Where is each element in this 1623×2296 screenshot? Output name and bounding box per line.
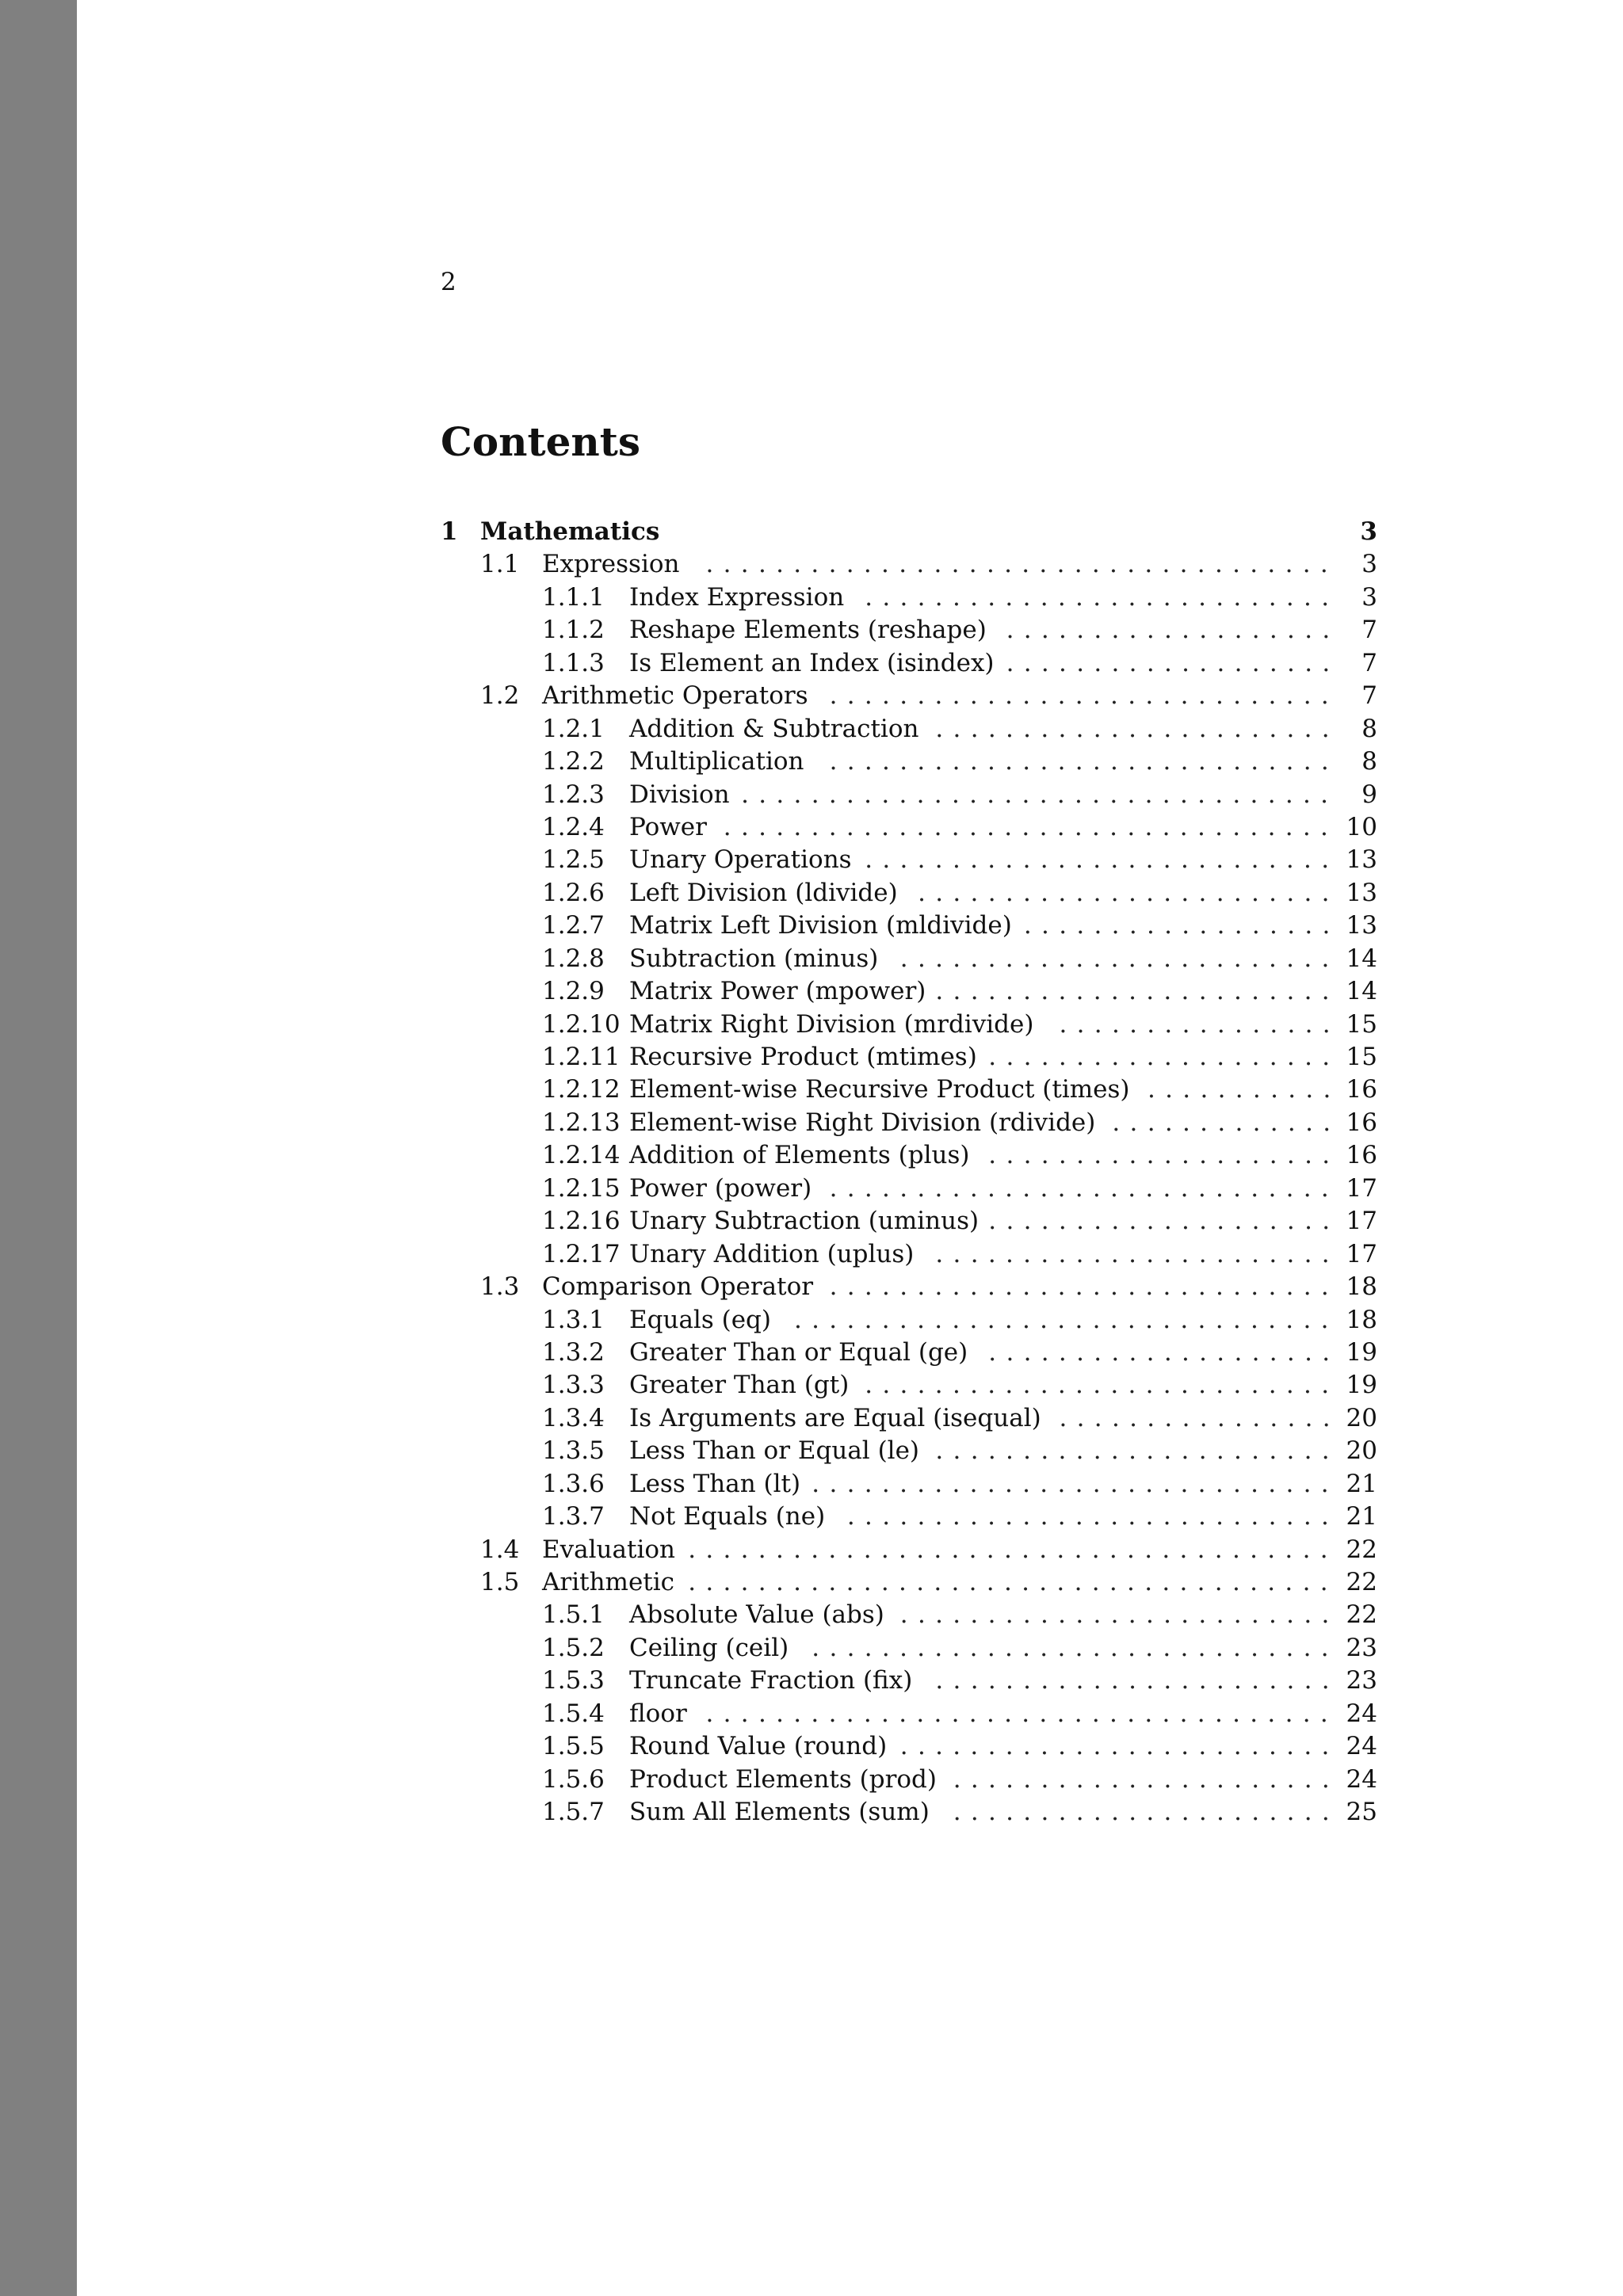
toc-entry-page: 13 bbox=[1346, 911, 1377, 940]
dot-leader: ................... bbox=[1006, 648, 1340, 677]
dot-leader: ..................................... bbox=[688, 1568, 1338, 1596]
toc-entry-title: Index Expression bbox=[629, 582, 845, 612]
dot-leader: ........................... bbox=[865, 1371, 1339, 1400]
dot-leader: ........................... bbox=[865, 845, 1339, 875]
dot-leader: ............................. bbox=[829, 1173, 1339, 1203]
toc-entry-title: Greater Than (gt) bbox=[629, 1371, 850, 1400]
toc-entry-number: 1.5.6 bbox=[542, 1764, 605, 1794]
toc-entry-number: 1.2.12 bbox=[542, 1075, 621, 1104]
toc-entry-title: Sum All Elements (sum) bbox=[629, 1798, 930, 1827]
toc-subsection-entry[interactable] bbox=[441, 943, 1377, 975]
toc-entry-number: 1.2.14 bbox=[542, 1141, 621, 1170]
dot-leader: ......................... bbox=[899, 1732, 1339, 1761]
toc-entry-number: 1.2.2 bbox=[542, 747, 605, 776]
toc-entry-title: Addition & Subtraction bbox=[629, 714, 919, 743]
toc-entry-page: 19 bbox=[1346, 1371, 1377, 1400]
toc-entry-page: 8 bbox=[1361, 714, 1377, 743]
toc-subsection-entry[interactable] bbox=[441, 1402, 1377, 1435]
toc-entry-page: 14 bbox=[1346, 977, 1377, 1006]
toc-entry-title: Multiplication bbox=[629, 747, 804, 776]
toc-entry-page: 14 bbox=[1346, 944, 1377, 973]
toc-entry-title: floor bbox=[629, 1699, 687, 1728]
toc-entry-page: 23 bbox=[1346, 1633, 1377, 1662]
toc-subsection-entry[interactable] bbox=[441, 1698, 1377, 1730]
toc-entry-title: Recursive Product (mtimes) bbox=[629, 1043, 977, 1071]
toc-entry-page: 16 bbox=[1346, 1075, 1377, 1104]
dot-leader: ..................................... bbox=[688, 1535, 1338, 1564]
dot-leader: .................................... bbox=[705, 1699, 1338, 1728]
dot-leader: ........................... bbox=[865, 582, 1339, 612]
toc-subsection-entry[interactable] bbox=[441, 582, 1377, 614]
toc-subsection-entry[interactable] bbox=[441, 811, 1377, 844]
toc-entry-number: 1.2.9 bbox=[542, 977, 605, 1006]
toc-entry-number: 1.2.17 bbox=[542, 1239, 621, 1268]
toc-entry-page: 13 bbox=[1346, 878, 1377, 907]
dot-leader: ............. bbox=[1112, 1108, 1341, 1137]
toc-entry-title: Left Division (ldivide) bbox=[629, 878, 898, 907]
dot-leader: .................... bbox=[988, 1043, 1340, 1071]
toc-entry-page: 25 bbox=[1346, 1798, 1377, 1827]
toc-entry-title: Evaluation bbox=[542, 1535, 675, 1564]
dot-leader: ................ bbox=[1059, 1009, 1340, 1039]
toc-entry-number: 1.1.1 bbox=[542, 582, 605, 612]
toc-entry-title: Power bbox=[629, 812, 707, 841]
toc-subsection-entry[interactable] bbox=[441, 1369, 1377, 1402]
toc-entry-number: 1.3 bbox=[480, 1272, 520, 1302]
toc-section-entry[interactable] bbox=[441, 548, 1377, 581]
toc-entry-number: 1.5.1 bbox=[542, 1600, 605, 1630]
toc-subsection-entry[interactable] bbox=[441, 1238, 1377, 1271]
toc-subsection-entry[interactable] bbox=[441, 1468, 1377, 1501]
toc-entry-title: Division bbox=[629, 780, 730, 809]
toc-entry-page: 10 bbox=[1346, 812, 1377, 841]
dot-leader: .................... bbox=[988, 1207, 1340, 1236]
toc-entry-page: 21 bbox=[1346, 1502, 1377, 1531]
toc-entry-page: 18 bbox=[1346, 1305, 1377, 1334]
toc-entry-page: 17 bbox=[1346, 1239, 1377, 1268]
toc-entry-number: 1.2.11 bbox=[542, 1043, 621, 1071]
toc-entry-page: 9 bbox=[1361, 780, 1377, 809]
dot-leader: ................................... bbox=[723, 812, 1338, 841]
toc-entry-title: Is Arguments are Equal (isequal) bbox=[629, 1403, 1041, 1432]
toc-entry-title: Matrix Left Division (mldivide) bbox=[629, 911, 1012, 940]
toc-entry-number: 1.1.2 bbox=[542, 616, 605, 645]
toc-subsection-entry[interactable] bbox=[441, 746, 1377, 778]
toc-subsection-entry[interactable] bbox=[441, 1501, 1377, 1533]
toc-entry-title: Arithmetic Operators bbox=[542, 681, 808, 711]
toc-entry-title: Product Elements (prod) bbox=[629, 1764, 937, 1794]
toc-entry-page: 17 bbox=[1346, 1207, 1377, 1236]
toc-entry-title: Arithmetic bbox=[542, 1568, 675, 1596]
toc-subsection-entry[interactable] bbox=[441, 1304, 1377, 1337]
toc-entry-title: Unary Operations bbox=[629, 845, 852, 875]
dot-leader: ....................... bbox=[935, 714, 1339, 743]
toc-subsection-entry[interactable] bbox=[441, 1074, 1377, 1106]
toc-section-entry[interactable] bbox=[441, 1534, 1377, 1566]
toc-subsection-entry[interactable] bbox=[441, 779, 1377, 811]
toc-entry-number: 1.5.2 bbox=[542, 1633, 605, 1662]
toc-entry-title: Absolute Value (abs) bbox=[629, 1600, 884, 1630]
toc-entry-page: 24 bbox=[1346, 1699, 1377, 1728]
toc-entry-title: Unary Addition (uplus) bbox=[629, 1239, 915, 1268]
toc-entry-title: Truncate Fraction (fix) bbox=[629, 1666, 913, 1695]
toc-entry-page: 19 bbox=[1346, 1337, 1377, 1367]
toc-subsection-entry[interactable] bbox=[441, 1009, 1377, 1041]
dot-leader: ............................. bbox=[829, 1272, 1339, 1302]
toc-subsection-entry[interactable] bbox=[441, 1139, 1377, 1172]
toc-entry-page: 7 bbox=[1361, 616, 1377, 645]
toc-subsection-entry[interactable] bbox=[441, 1041, 1377, 1074]
toc-section-entry[interactable] bbox=[441, 1566, 1377, 1599]
toc-entry-page: 17 bbox=[1346, 1173, 1377, 1203]
toc-entry-page: 21 bbox=[1346, 1469, 1377, 1498]
toc-entry-number: 1.3.2 bbox=[542, 1337, 605, 1367]
toc-entry-number: 1.2.8 bbox=[542, 944, 605, 973]
toc-entry-number: 1.2.1 bbox=[542, 714, 605, 743]
dot-leader: ...................... bbox=[953, 1798, 1340, 1827]
toc-entry-title: Is Element an Index (isindex) bbox=[629, 648, 995, 677]
dot-leader: ............................. bbox=[829, 747, 1339, 776]
toc-entry-number: 1.2.6 bbox=[542, 878, 605, 907]
toc-entry-number: 1.2.4 bbox=[542, 812, 605, 841]
toc-entry-title: Subtraction (minus) bbox=[629, 944, 879, 973]
toc-entry-number: 1.3.4 bbox=[542, 1403, 605, 1432]
toc-subsection-entry[interactable] bbox=[441, 1337, 1377, 1369]
toc-entry-title: Matrix Right Division (mrdivide) bbox=[629, 1009, 1034, 1039]
toc-entry-number: 1.2.10 bbox=[542, 1009, 621, 1039]
toc-entry-number: 1.5.5 bbox=[542, 1732, 605, 1761]
toc-entry-page: 7 bbox=[1361, 681, 1377, 711]
toc-entry-number: 1.2.3 bbox=[542, 780, 605, 809]
toc-entry-page: 15 bbox=[1346, 1009, 1377, 1039]
toc-entry-number: 1.2.7 bbox=[542, 911, 605, 940]
toc-subsection-entry[interactable] bbox=[441, 844, 1377, 876]
toc-entry-title: Comparison Operator bbox=[542, 1272, 814, 1302]
toc-subsection-entry[interactable] bbox=[441, 614, 1377, 646]
toc-section-entry[interactable] bbox=[441, 680, 1377, 712]
toc-entry-number: 1.3.5 bbox=[542, 1436, 605, 1466]
dot-leader: ................... bbox=[1006, 616, 1340, 645]
toc-entry-number: 1.2.15 bbox=[542, 1173, 621, 1203]
dot-leader: .................... bbox=[988, 1141, 1340, 1170]
toc-entry-title: Element-wise Recursive Product (times) bbox=[629, 1075, 1130, 1104]
toc-entry-number: 1.3.7 bbox=[542, 1502, 605, 1531]
toc-entry-number: 1.2.5 bbox=[542, 845, 605, 875]
toc-entry-number: 1.3.3 bbox=[542, 1371, 605, 1400]
toc-entry-title: Less Than or Equal (le) bbox=[629, 1436, 920, 1466]
toc-entry-number: 1.3.6 bbox=[542, 1469, 605, 1498]
left-margin-bar bbox=[0, 0, 77, 2296]
toc-entry-page: 3 bbox=[1360, 517, 1377, 546]
toc-entry-page: 8 bbox=[1361, 747, 1377, 776]
toc-subsection-entry[interactable] bbox=[441, 877, 1377, 910]
toc-entry-page: 16 bbox=[1346, 1108, 1377, 1137]
toc-entry-title: Addition of Elements (plus) bbox=[629, 1141, 970, 1170]
dot-leader: .............................. bbox=[812, 1469, 1338, 1498]
dot-leader: ......................... bbox=[899, 1600, 1339, 1630]
table-of-contents bbox=[441, 516, 1377, 1829]
toc-entry-title: Matrix Power (mpower) bbox=[629, 977, 926, 1006]
toc-entry-page: 23 bbox=[1346, 1666, 1377, 1695]
toc-heading: Contents bbox=[441, 418, 641, 465]
toc-entry-number: 1.5.4 bbox=[542, 1699, 605, 1728]
dot-leader: ........... bbox=[1148, 1075, 1341, 1104]
toc-subsection-entry[interactable] bbox=[441, 647, 1377, 680]
toc-entry-title: Power (power) bbox=[629, 1173, 812, 1203]
toc-subsection-entry[interactable] bbox=[441, 1764, 1377, 1796]
toc-chapter-entry[interactable] bbox=[441, 516, 1377, 548]
toc-subsection-entry[interactable] bbox=[441, 975, 1377, 1008]
toc-entry-number: 1.1 bbox=[480, 550, 520, 579]
toc-entry-title: Unary Subtraction (uminus) bbox=[629, 1207, 980, 1236]
toc-entry-title: Round Value (round) bbox=[629, 1732, 888, 1761]
dot-leader: .................. bbox=[1023, 911, 1340, 940]
toc-entry-page: 20 bbox=[1346, 1436, 1377, 1466]
dot-leader: .............................. bbox=[812, 1633, 1338, 1662]
dot-leader: ............................... bbox=[794, 1305, 1338, 1334]
toc-subsection-entry[interactable] bbox=[441, 1730, 1377, 1763]
toc-entry-page: 18 bbox=[1346, 1272, 1377, 1302]
toc-entry-title: Element-wise Right Division (rdivide) bbox=[629, 1108, 1096, 1137]
dot-leader: .................................. bbox=[741, 780, 1338, 809]
toc-entry-title: Not Equals (ne) bbox=[629, 1502, 826, 1531]
toc-entry-number: 1.2 bbox=[480, 681, 520, 711]
toc-entry-number: 1.4 bbox=[480, 1535, 520, 1564]
toc-subsection-entry[interactable] bbox=[441, 1665, 1377, 1697]
toc-entry-page: 16 bbox=[1346, 1141, 1377, 1170]
toc-entry-page: 22 bbox=[1346, 1535, 1377, 1564]
toc-section-entry[interactable] bbox=[441, 1271, 1377, 1303]
dot-leader: ................ bbox=[1059, 1403, 1340, 1432]
toc-subsection-entry[interactable] bbox=[441, 1107, 1377, 1139]
dot-leader: ....................... bbox=[935, 1436, 1339, 1466]
toc-subsection-entry[interactable] bbox=[441, 1632, 1377, 1665]
toc-subsection-entry[interactable] bbox=[441, 910, 1377, 942]
toc-entry-title: Reshape Elements (reshape) bbox=[629, 616, 987, 645]
toc-entry-number: 1.3.1 bbox=[542, 1305, 605, 1334]
toc-entry-number: 1 bbox=[441, 517, 458, 546]
dot-leader: ....................... bbox=[935, 1239, 1339, 1268]
toc-entry-number: 1.5.3 bbox=[542, 1666, 605, 1695]
toc-subsection-entry[interactable] bbox=[441, 1796, 1377, 1829]
toc-entry-page: 24 bbox=[1346, 1764, 1377, 1794]
toc-entry-page: 22 bbox=[1346, 1600, 1377, 1630]
dot-leader: ............................ bbox=[846, 1502, 1339, 1531]
toc-entry-page: 22 bbox=[1346, 1568, 1377, 1596]
toc-entry-page: 20 bbox=[1346, 1403, 1377, 1432]
toc-entry-title: Greater Than or Equal (ge) bbox=[629, 1337, 968, 1367]
toc-subsection-entry[interactable] bbox=[441, 1599, 1377, 1631]
dot-leader: ........................ bbox=[918, 878, 1339, 907]
toc-subsection-entry[interactable] bbox=[441, 1205, 1377, 1238]
toc-entry-page: 3 bbox=[1361, 550, 1377, 579]
toc-entry-title: Ceiling (ceil) bbox=[629, 1633, 789, 1662]
toc-entry-number: 1.5.7 bbox=[542, 1798, 605, 1827]
toc-entry-number: 1.2.16 bbox=[542, 1207, 621, 1236]
toc-entry-title: Less Than (lt) bbox=[629, 1469, 801, 1498]
toc-entry-page: 13 bbox=[1346, 845, 1377, 875]
dot-leader: ....................... bbox=[935, 977, 1339, 1006]
dot-leader: ......................... bbox=[899, 944, 1339, 973]
toc-entry-number: 1.1.3 bbox=[542, 648, 605, 677]
dot-leader: ............................. bbox=[829, 681, 1339, 711]
toc-subsection-entry[interactable] bbox=[441, 1435, 1377, 1467]
page-number: 2 bbox=[441, 268, 456, 296]
toc-entry-page: 7 bbox=[1361, 648, 1377, 677]
toc-entry-page: 3 bbox=[1361, 582, 1377, 612]
dot-leader: .................................... bbox=[705, 550, 1338, 579]
toc-entry-page: 15 bbox=[1346, 1043, 1377, 1071]
toc-entry-number: 1.2.13 bbox=[542, 1108, 621, 1137]
toc-entry-page: 24 bbox=[1346, 1732, 1377, 1761]
toc-entry-title: Mathematics bbox=[480, 517, 660, 546]
toc-entry-title: Expression bbox=[542, 550, 680, 579]
toc-subsection-entry[interactable] bbox=[441, 1173, 1377, 1205]
dot-leader: ....................... bbox=[935, 1666, 1339, 1695]
toc-subsection-entry[interactable] bbox=[441, 713, 1377, 746]
toc-entry-title: Equals (eq) bbox=[629, 1305, 771, 1334]
dot-leader: ...................... bbox=[953, 1764, 1340, 1794]
toc-entry-number: 1.5 bbox=[480, 1568, 520, 1596]
dot-leader: .................... bbox=[988, 1337, 1340, 1367]
